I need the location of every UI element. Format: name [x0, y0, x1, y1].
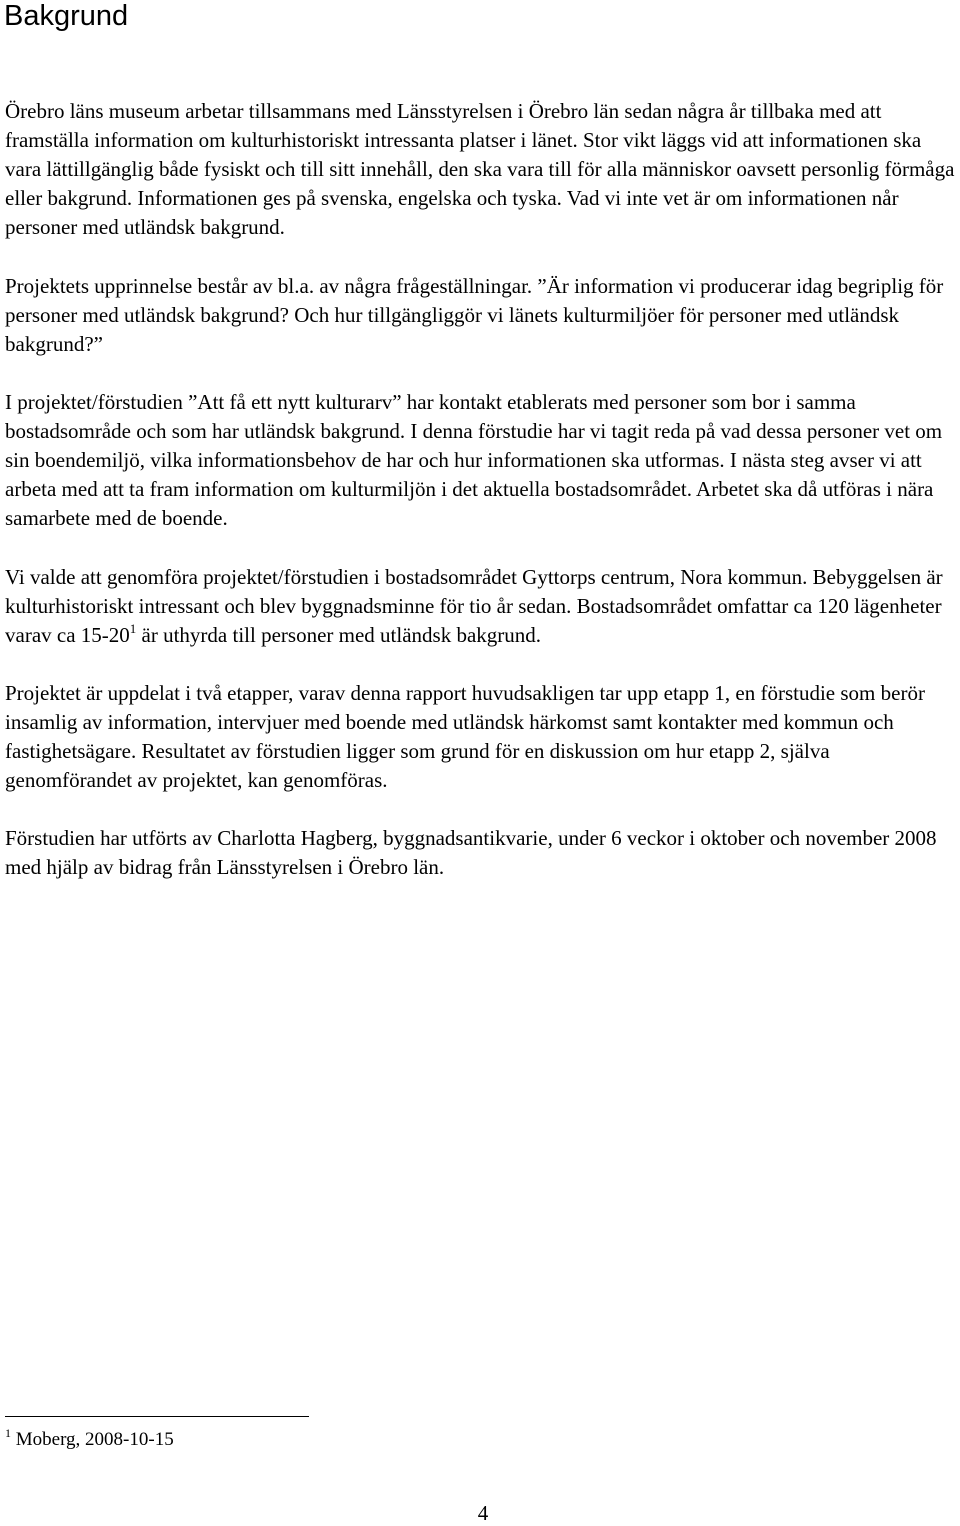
- footnote-text: Moberg, 2008-10-15: [11, 1429, 174, 1450]
- footnote-separator: [5, 1416, 309, 1417]
- page-number: 4: [477, 1501, 489, 1525]
- body-text: [5, 97, 957, 912]
- footnote-reference: 1: [129, 620, 137, 636]
- paragraph-credits: Förstudien har utförts av Charlotta Hagberg, byggnadsantikvarie, under 6 veckor i oktober och november 2008 med hjälp av bidrag från Länsstyrelsen i Örebro län.: [5, 826, 937, 880]
- paragraph-gyttorp: [5, 563, 957, 650]
- paragraph-background-intro: Örebro läns museum arbetar tillsammans med Länsstyrelsen i Örebro län sedan några år tillbaka med att framställa information om kulturhistoriskt intressanta platser i länet. Stor vikt läggs vid att informationen ska vara lättillgänglig både fysiskt och till sitt innehåll, den ska vara till för alla människor oavsett personlig förmåga eller bakgrund. Informationen ges på svenska, engelska och tyska. Vad vi inte vet är om informationen når personer med utländsk bakgrund.: [5, 99, 955, 240]
- paragraph-project-origin: Projektets upprinnelse består av bl.a. av några frågeställningar. ”Är information vi producerar idag begriplig för personer med utländsk bakgrund? Och hur tillgängliggör vi länets kulturmiljöer för personer med utländsk bakgrund?”: [5, 273, 944, 356]
- footnote: [5, 1428, 174, 1452]
- paragraph-gyttorp-text-end: är uthyrda till personer med utländsk bakgrund.: [136, 622, 542, 647]
- page-heading: Bakgrund: [4, 0, 129, 32]
- paragraph-project-stages: Projektet är uppdelat i två etapper, varav denna rapport huvudsakligen tar upp etapp 1, en förstudie som berör insamlig av information, intervjuer med boende med utländsk härkomst samt kontakter med kommun och fastighetsägare. Resultatet av förstudien ligger som grund för en diskussion om hur etapp 2, själva genomförandet av projektet, kan genomföras.: [5, 680, 925, 793]
- paragraph-prestudy: I projektet/förstudien ”Att få ett nytt kulturarv” har kontakt etablerats med personer som bor i samma bostadsområde och som har utländsk bakgrund. I denna förstudie har vi tagit reda på vad dessa personer vet om sin boendemiljö, vilka informationsbehov de har och hur informationen ska utformas. I nästa steg avser vi att arbeta med att ta fram information om kulturmiljön i det aktuella bostadsområdet. Arbetet ska då utföras i nära samarbete med de boende.: [5, 389, 943, 531]
- footnote-marker: 1: [5, 1426, 11, 1440]
- paragraph-gyttorp-text-start: Vi valde att genomföra projektet/förstudien i bostadsområdet Gyttorps centrum, Nora kommun. Bebyggelsen är kulturhistoriskt intressant och blev byggnadsminne för tio år sedan. Bostadsområdet omfattar ca 120 lägenheter varav ca 15-20: [5, 564, 943, 647]
